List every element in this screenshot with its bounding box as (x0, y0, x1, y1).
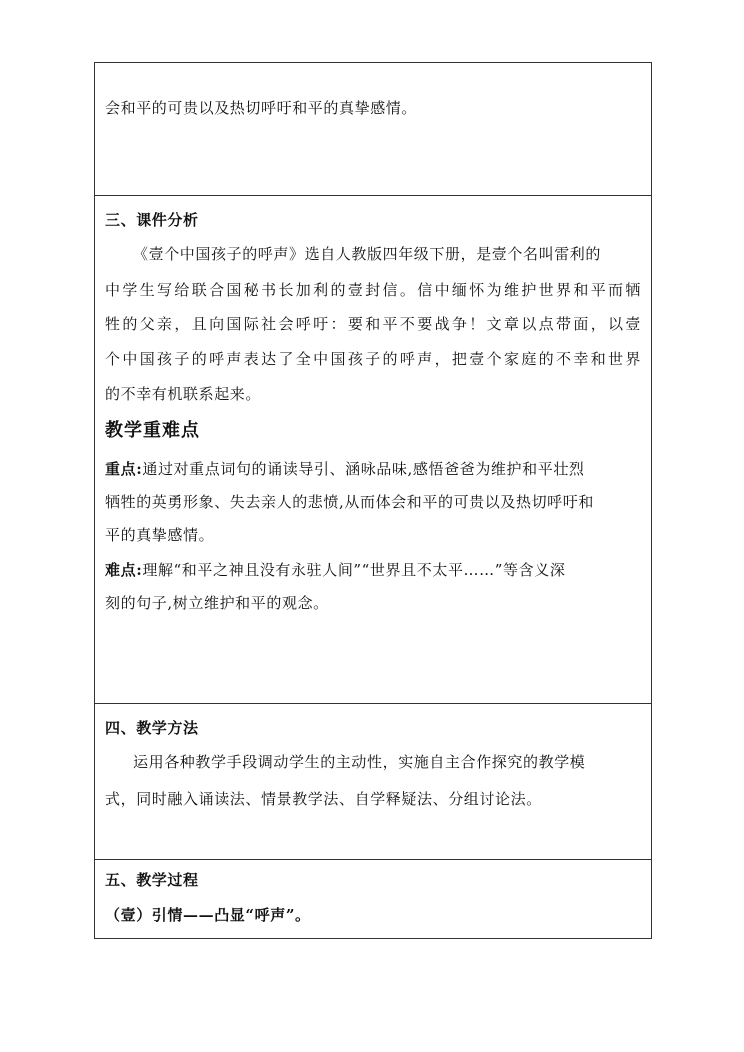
continuation-text-line: 会和平的可贵以及热切呼吁和平的真挚感情。 (105, 99, 418, 117)
table-row-courseware-analysis (95, 196, 651, 704)
key-point-label: 重点: (105, 460, 143, 478)
difficult-point-text: 理解“和平之神且没有永驻人间”“世界且不太平……”等含义深 (142, 561, 566, 579)
analysis-paragraph-line: 牲的父亲，且向国际社会呼吁：要和平不要战争！文章以点带面，以壹 (105, 315, 641, 333)
analysis-paragraph-line: 中学生写给联合国秘书长加利的壹封信。信中缅怀为维护世界和平而牺 (105, 281, 641, 299)
table-row-teaching-process (95, 860, 651, 938)
key-point-line: 平的真挚感情。 (105, 526, 215, 544)
key-point-line: 牺牲的英勇形象、失去亲人的悲愤,从而体会和平的可贵以及热切呼吁和 (105, 493, 594, 511)
methods-paragraph-line: 运用各种教学手段调动学生的主动性，实施自主合作探究的教学模 (133, 753, 586, 771)
lesson-plan-table (94, 62, 652, 939)
section-heading-teaching-process: 五、教学过程 (105, 871, 199, 889)
table-row-teaching-methods (95, 704, 651, 860)
key-point-text: 通过对重点词句的诵读导引、涵咏品味,感悟爸爸为维护和平壮烈 (142, 460, 585, 478)
analysis-paragraph-line: 《壹个中国孩子的呼声》选自人教版四年级下册，是壹个名叫雷利的 (133, 245, 602, 263)
methods-paragraph-line: 式，同时融入诵读法、情景教学法、自学释疑法、分组讨论法。 (105, 790, 542, 808)
table-row-continuation (95, 63, 651, 196)
sub-heading-introduction: （壹）引情——凸显“呼声”。 (105, 906, 311, 924)
sub-heading-key-difficult-points: 教学重难点 (105, 420, 200, 441)
analysis-paragraph-line: 个中国孩子的呼声表达了全中国孩子的呼声，把壹个家庭的不幸和世界 (105, 350, 641, 368)
section-heading-teaching-methods: 四、教学方法 (105, 719, 199, 737)
difficult-point-label: 难点: (105, 561, 143, 579)
difficult-point-line (105, 560, 641, 580)
analysis-paragraph-line: 的不幸有机联系起来。 (105, 385, 262, 403)
section-heading-courseware-analysis: 三、课件分析 (105, 211, 199, 229)
difficult-point-line: 刻的句子,树立维护和平的观念。 (105, 594, 329, 612)
key-point-line (105, 459, 641, 479)
